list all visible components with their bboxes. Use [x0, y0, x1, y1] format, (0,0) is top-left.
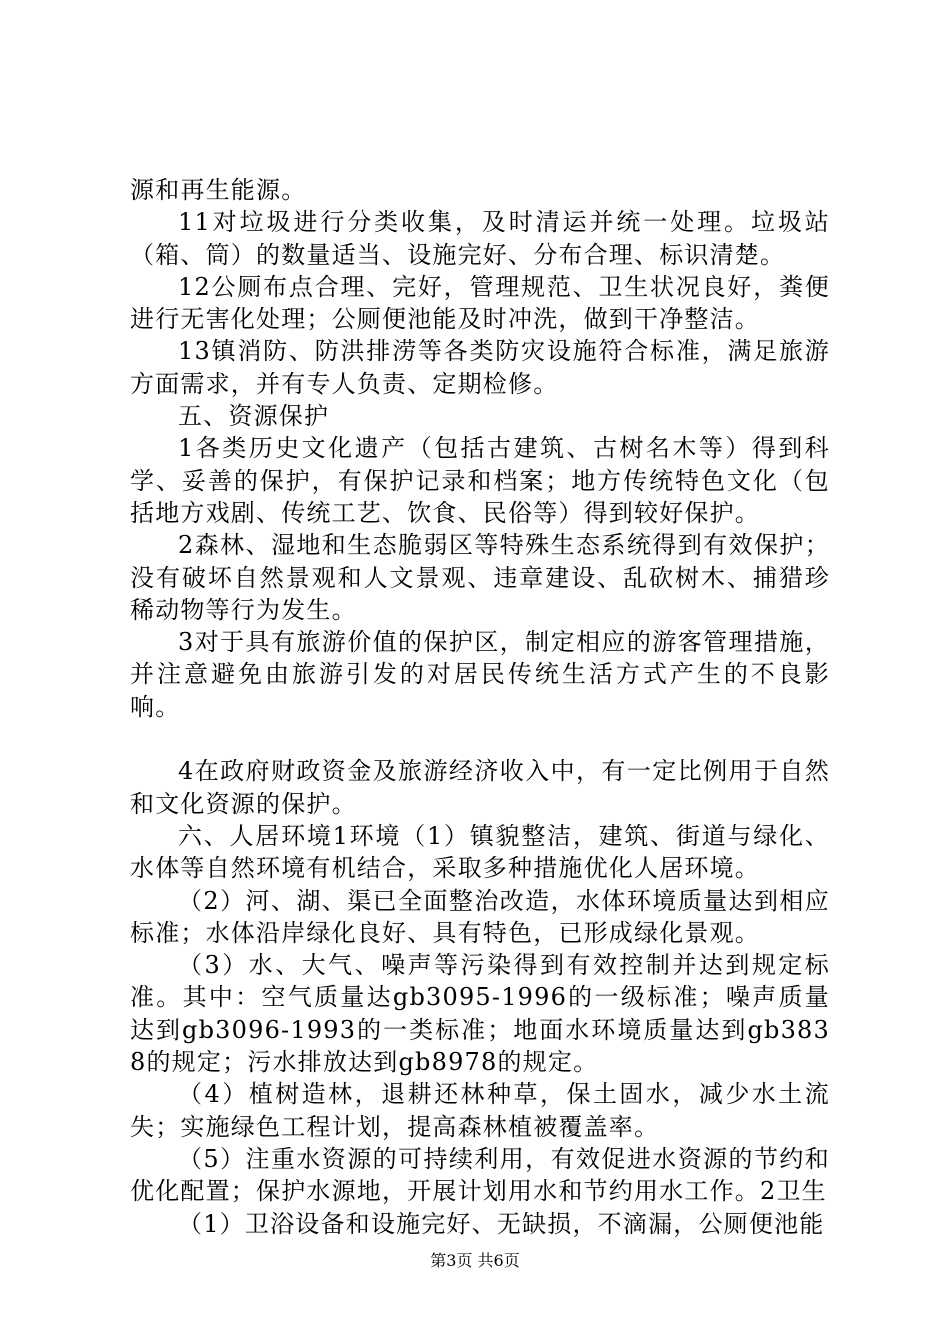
paragraph-hygiene-1: （1）卫浴设备和设施完好、无缺损，不滴漏，公厕便池能 — [178, 1209, 825, 1238]
paragraph-item-13: 13镇消防、防洪排涝等各类防灾设施符合标准，满足旅游方面需求，并有专人负责、定期检修。 — [130, 337, 830, 398]
blank-line — [130, 723, 830, 755]
body-text — [130, 174, 830, 1240]
section-heading-resource-protection: 五、资源保护 — [178, 402, 330, 431]
paragraph-env-4: （4）植树造林，退耕还林种草，保土固水，减少水土流失；实施绿色工程计划，提高森林植被覆盖率。 — [130, 1080, 830, 1141]
paragraph-item-12: 12公厕布点合理、完好，管理规范、卫生状况良好，粪便进行无害化处理；公厕便池能及时冲洗，做到干净整洁。 — [130, 272, 830, 334]
paragraph-continuation: 源和再生能源。 — [130, 176, 307, 204]
paragraph-env-2: （2）河、湖、渠已全面整治改造，水体环境质量达到相应标准；水体沿岸绿化良好、具有特色，已形成绿化景观。 — [130, 886, 830, 947]
paragraph-env-3: （3）水、大气、噪声等污染得到有效控制并达到规定标准。其中：空气质量达gb3095-1996的一级标准；噪声质量达到gb3096-1993的一类标准；地面水环境质量达到gb3838的规定；污水排放达到gb8978的规定。 — [130, 951, 830, 1077]
page-footer: 第3页 共6页 — [430, 1251, 520, 1270]
paragraph-resource-1: 1各类历史文化遗产（包括古建筑、古树名木等）得到科学、妥善的保护，有保护记录和档案；地方传统特色文化（包括地方戏剧、传统工艺、饮食、民俗等）得到较好保护。 — [130, 434, 830, 527]
paragraph-env-5: （5）注重水资源的可持续利用，有效促进水资源的节约和优化配置；保护水源地，开展计划用水和节约用水工作。2卫生 — [130, 1144, 830, 1206]
paragraph-resource-4: 4在政府财政资金及旅游经济收入中，有一定比例用于自然和文化资源的保护。 — [130, 757, 830, 818]
section-heading-living-environment: 六、人居环境1环境（1）镇貌整洁，建筑、街道与绿化、水体等自然环境有机结合，采取多种措施优化人居环境。 — [130, 821, 830, 883]
paragraph-resource-3: 3对于具有旅游价值的保护区，制定相应的游客管理措施，并注意避免由旅游引发的对居民传统生活方式产生的不良影响。 — [130, 628, 830, 721]
paragraph-resource-2: 2森林、湿地和生态脆弱区等特殊生态系统得到有效保护；没有破坏自然景观和人文景观、违章建设、乱砍树木、捕猎珍稀动物等行为发生。 — [130, 531, 830, 624]
paragraph-item-11: 11对垃圾进行分类收集，及时清运并统一处理。垃圾站（箱、筒）的数量适当、设施完好、分布合理、标识清楚。 — [130, 208, 830, 269]
